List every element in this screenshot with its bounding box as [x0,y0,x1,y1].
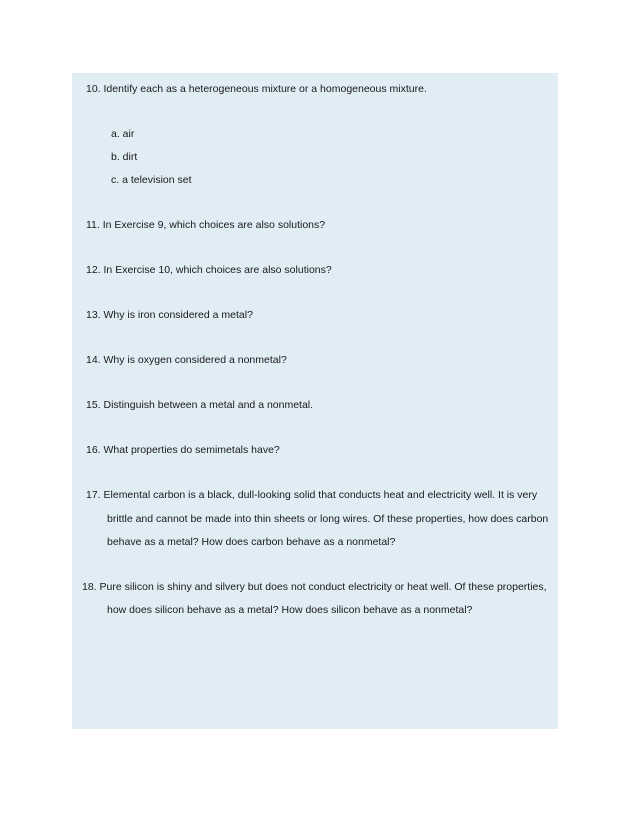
question-10-item-a: a. air [111,128,135,140]
question-18-line-2: how does silicon behave as a metal? How does silicon behave as a nonmetal? [107,604,473,616]
question-10: 10. Identify each as a heterogeneous mixture or a homogeneous mixture. [86,83,427,95]
question-17-line-3: behave as a metal? How does carbon behave as a nonmetal? [107,536,396,548]
question-15: 15. Distinguish between a metal and a nonmetal. [86,399,314,411]
question-13: 13. Why is iron considered a metal? [86,309,253,321]
question-11: 11. In Exercise 9, which choices are also solutions? [86,219,326,231]
question-12: 12. In Exercise 10, which choices are also solutions? [86,264,332,276]
question-10-item-b: b. dirt [111,151,138,163]
question-16: 16. What properties do semimetals have? [86,444,280,456]
question-17-line-2: brittle and cannot be made into thin sheets or long wires. Of these properties, how does carbon [107,513,549,525]
question-10-item-c: c. a television set [111,174,192,186]
question-18-line-1: 18. Pure silicon is shiny and silvery but does not conduct electricity or heat well. Of these properties, [82,581,547,593]
question-14: 14. Why is oxygen considered a nonmetal? [86,354,287,366]
question-17-line-1: 17. Elemental carbon is a black, dull-looking solid that conducts heat and electricity well. It is very [86,489,538,501]
